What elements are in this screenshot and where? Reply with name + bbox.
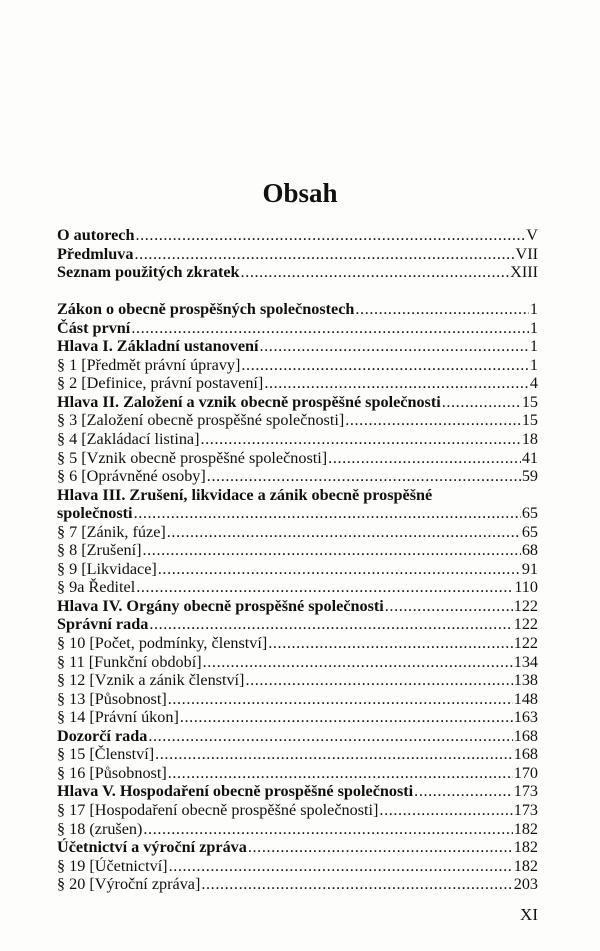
toc-entry-page: 4 [529,374,538,393]
toc-entry-page: 168 [513,745,538,764]
toc-entry-page: 134 [513,652,538,671]
section-spacer [57,282,538,301]
dot-leader [379,801,512,820]
dot-leader [385,597,513,616]
toc-entry [57,393,538,412]
dot-leader [201,430,521,449]
front-matter-list [57,226,538,282]
toc-entry [57,671,538,690]
toc-entry-page: 182 [513,819,538,838]
dot-leader [148,727,512,746]
toc-entry [57,820,538,839]
toc-entry [57,226,538,245]
toc-entry [57,857,538,876]
toc-entry [57,578,538,597]
table-of-contents [57,226,538,894]
toc-entry-label: Část první [57,318,131,337]
dot-leader [155,745,513,764]
toc-entry [57,356,538,375]
dot-leader [168,764,513,783]
toc-entry-label: § 18 (zrušen) [57,819,143,838]
toc-entry-page: 18 [521,430,538,449]
toc-entry-page: 91 [521,559,538,578]
dot-leader [355,300,529,319]
toc-entry-label: § 4 [Zakládací listina] [57,430,200,449]
toc-entry-page: 148 [513,689,538,708]
dot-leader [168,690,513,709]
dot-leader [143,820,512,839]
toc-entry-page: VII [515,244,538,263]
dot-leader [442,393,521,412]
dot-leader [345,411,521,430]
toc-entry [57,653,538,672]
toc-entry [57,782,538,801]
toc-entry-label: § 9a Ředitel [57,578,136,597]
dot-leader [134,504,521,523]
toc-entry [57,801,538,820]
toc-entry-page: 110 [514,578,538,597]
toc-entry [57,838,538,857]
dot-leader [328,449,521,468]
page-number: XI [520,905,538,924]
toc-entry-label: Seznam použitých zkratek [57,263,240,282]
toc-entry [57,875,538,894]
toc-entry-page: 65 [521,522,538,541]
toc-entry-page: 122 [513,596,538,615]
toc-entry [57,300,538,319]
toc-entry-label: Hlava IV. Orgány obecně prospěšné společnosti [57,596,384,615]
toc-entry [57,541,538,560]
dot-leader [264,374,529,393]
dot-leader [135,226,525,245]
dot-leader [241,356,529,375]
dot-leader [169,857,513,876]
dot-leader [167,523,521,542]
entries-list [57,300,538,894]
toc-entry-label: § 7 [Zánik, fúze] [57,522,166,541]
toc-entry [57,764,538,783]
toc-entry [57,486,538,505]
toc-entry-page: 138 [513,671,538,690]
dot-leader [260,337,529,356]
toc-entry-label: § 14 [Právní úkon] [57,708,179,727]
dot-leader [180,708,513,727]
toc-entry-label: § 5 [Vznik obecně prospěšné společnosti] [57,448,328,467]
toc-entry-page: 173 [513,800,538,819]
toc-entry-label: Hlava I. Základní ustanovení [57,337,259,356]
toc-entry [57,467,538,486]
dot-leader [201,875,512,894]
toc-entry-page: 68 [521,541,538,560]
toc-entry-label: Hlava III. Zrušení, likvidace a zánik obecně prospěšné [57,485,433,504]
toc-entry-label: § 8 [Zrušení] [57,541,142,560]
toc-entry-label: § 9 [Likvidace] [57,559,157,578]
toc-entry-label: společnosti [57,504,133,523]
dot-leader [136,578,513,597]
toc-entry [57,263,538,282]
toc-entry [57,523,538,542]
toc-entry [57,374,538,393]
toc-entry-page: 1 [529,355,538,374]
dot-leader [241,263,510,282]
toc-entry-label: § 3 [Založení obecně prospěšné společnosti] [57,411,345,430]
toc-entry-label: § 10 [Počet, podmínky, členství] [57,634,268,653]
toc-entry [57,319,538,338]
toc-entry [57,597,538,616]
toc-entry [57,745,538,764]
toc-entry-page: 182 [513,838,538,857]
page-title: Obsah [262,178,338,208]
toc-entry [57,430,538,449]
toc-entry [57,560,538,579]
toc-entry [57,504,538,523]
toc-entry-page: 203 [513,875,538,894]
toc-entry-page: 1 [529,318,538,337]
toc-entry-label: Hlava II. Založení a vznik obecně prospěšné společnosti [57,392,441,411]
toc-entry-page: 170 [513,763,538,782]
dot-leader [245,671,512,690]
dot-leader [207,467,521,486]
toc-entry [57,615,538,634]
dot-leader [248,838,513,857]
toc-entry-label: § 15 [Členství] [57,745,155,764]
dot-leader [203,653,513,672]
toc-entry-page: 15 [521,411,538,430]
toc-entry-label: § 11 [Funkční období] [57,652,202,671]
toc-entry-label: Účetnictví a výroční zpráva [57,838,247,857]
toc-entry [57,411,538,430]
dot-leader [149,615,512,634]
toc-entry-page: 173 [513,782,538,801]
toc-entry-page: 122 [513,615,538,634]
toc-entry [57,727,538,746]
toc-entry-label: § 1 [Předmět právní úpravy] [57,355,241,374]
toc-entry-page: 59 [521,467,538,486]
toc-entry-label: § 6 [Oprávněné osoby] [57,467,206,486]
toc-entry-label: Správní rada [57,615,149,634]
toc-entry-page: 1 [529,337,538,356]
toc-entry-label: § 13 [Působnost] [57,689,167,708]
toc-entry-page: 15 [521,392,538,411]
dot-leader [143,541,521,560]
toc-entry-label: Předmluva [57,244,134,263]
toc-entry-page: 1 [529,300,538,319]
toc-entry [57,634,538,653]
toc-entry-label: § 20 [Výroční zpráva] [57,875,201,894]
toc-entry-label: Hlava V. Hospodaření obecně prospěšné společnosti [57,782,414,801]
toc-entry-label: § 2 [Definice, právní postavení] [57,374,264,393]
toc-entry [57,337,538,356]
toc-entry-page: 168 [513,726,538,745]
toc-entry [57,245,538,264]
toc-entry-label: Dozorčí rada [57,726,148,745]
toc-entry-page: 182 [513,856,538,875]
toc-entry-label: Zákon o obecně prospěšných společnostech [57,300,355,319]
dot-leader [414,782,513,801]
toc-entry-page: 41 [521,448,538,467]
toc-entry-label: § 16 [Působnost] [57,763,167,782]
dot-leader [131,319,529,338]
toc-entry [57,708,538,727]
dot-leader [158,560,521,579]
toc-entry-page: XIII [510,263,538,282]
toc-entry-page: 65 [521,504,538,523]
toc-entry [57,690,538,709]
toc-entry-page: 122 [513,634,538,653]
toc-entry-label: O autorech [57,226,135,244]
toc-entry [57,449,538,468]
toc-entry-page: 163 [513,708,538,727]
dot-leader [134,245,514,264]
dot-leader [268,634,512,653]
toc-entry-page: V [526,226,538,244]
toc-entry-label: § 12 [Vznik a zánik členství] [57,671,245,690]
toc-entry-label: § 17 [Hospodaření obecně prospěšné společnosti] [57,800,379,819]
toc-entry-label: § 19 [Účetnictví] [57,856,168,875]
